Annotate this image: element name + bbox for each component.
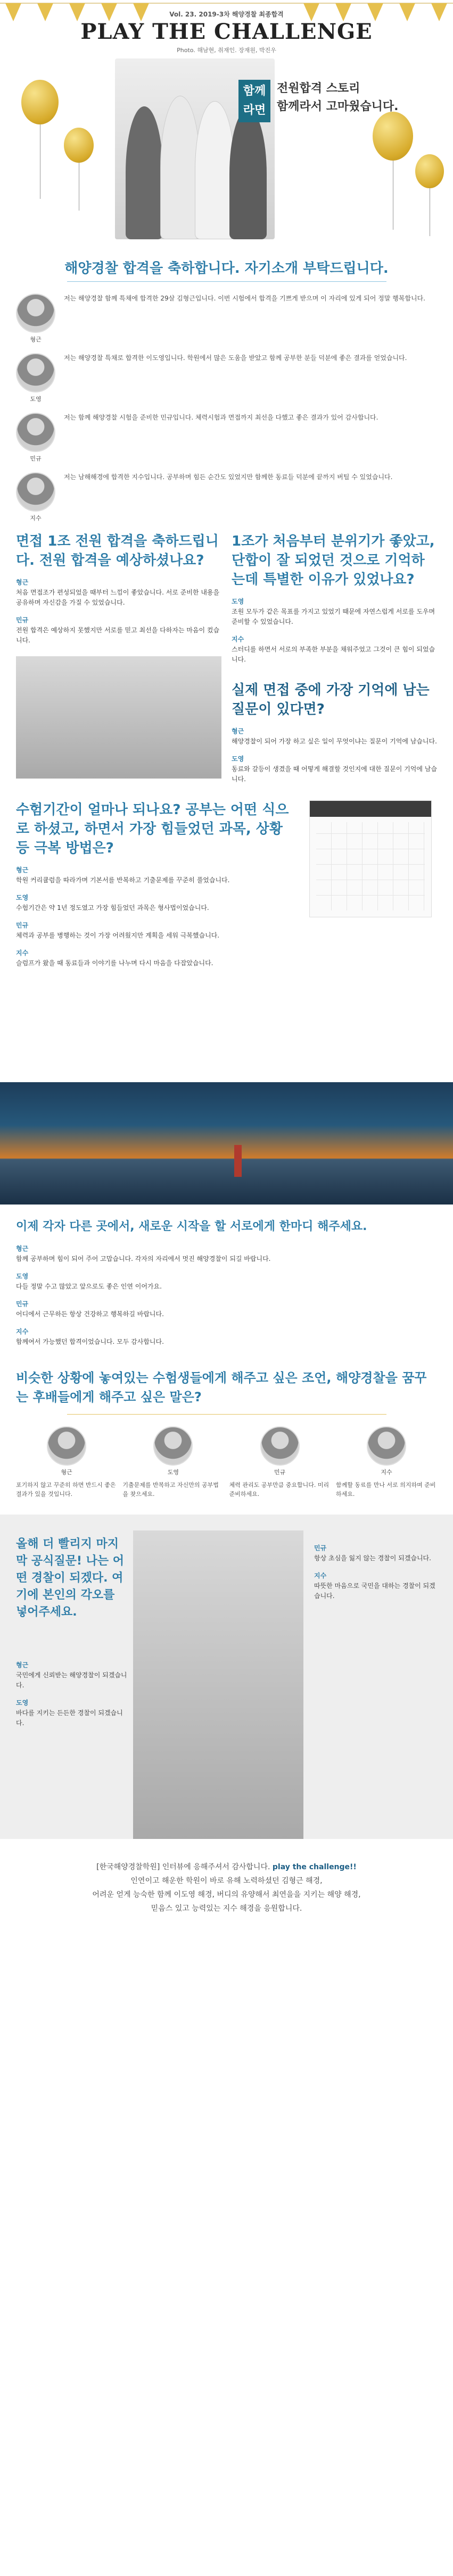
volume-label: Vol. 23. 2019-3차 해양경찰 최종합격 bbox=[169, 11, 284, 18]
answer-text: 다들 정말 수고 많았고 앞으로도 좋은 인연 이어가요. bbox=[16, 1283, 162, 1290]
answer-speaker: 도영 bbox=[16, 1699, 29, 1707]
speaker-text: 저는 함께 해양경찰 시험을 준비한 민규입니다. 체력시험과 면접까지 최선을 다했고 좋은 결과가 있어 감사합니다. bbox=[64, 414, 378, 421]
footer-thanks: [한국해양경찰학원] 인터뷰에 응해주셔서 감사합니다. bbox=[96, 1863, 270, 1871]
section-message bbox=[0, 1205, 453, 1347]
answer-speaker: 형근 bbox=[232, 727, 244, 735]
answer-text: 학원 커리큘럼을 따라가며 기본서를 반복하고 기출문제를 꾸준히 풀었습니다. bbox=[16, 876, 230, 884]
calendar-icon bbox=[309, 800, 432, 917]
answer-speaker: 도영 bbox=[232, 755, 244, 763]
section-intro bbox=[0, 245, 453, 520]
answer bbox=[232, 634, 437, 665]
interview-question-block bbox=[232, 681, 437, 784]
section-qa-1 bbox=[0, 532, 453, 784]
answer bbox=[16, 865, 293, 885]
speaker-text: 저는 해양경찰 특채로 합격한 이도영입니다. 학원에서 많은 도움을 받았고 함께 공부한 분들 덕분에 좋은 결과를 얻었습니다. bbox=[64, 354, 407, 362]
balloon-icon bbox=[64, 128, 94, 163]
answer-speaker: 민규 bbox=[16, 922, 29, 929]
answer bbox=[16, 1698, 128, 1728]
page-title: PLAY THE CHALLENGE bbox=[80, 19, 373, 44]
balloon-icon bbox=[415, 154, 444, 188]
answer-speaker: 지수 bbox=[16, 949, 29, 957]
speaker-name: 형근 bbox=[61, 1469, 72, 1476]
answer-text: 스터디를 하면서 서로의 부족한 부분을 채워주었고 그것이 큰 힘이 되었습니다. bbox=[232, 646, 435, 663]
answer bbox=[232, 754, 437, 784]
answer bbox=[232, 726, 437, 747]
answer-text: 함께여서 가능했던 합격이었습니다. 모두 감사합니다. bbox=[16, 1338, 164, 1345]
person-silhouette bbox=[229, 109, 267, 239]
answer-speaker: 지수 bbox=[314, 1572, 327, 1579]
answer bbox=[314, 1571, 436, 1601]
answer bbox=[16, 1272, 437, 1292]
lighthouse-icon bbox=[234, 1145, 242, 1177]
advice-text: 체력 관리도 공부만큼 중요합니다. 미리 준비하세요. bbox=[229, 1482, 330, 1498]
hero-line-2: 함께라서 고마웠습니다. bbox=[277, 100, 399, 113]
avatar bbox=[16, 413, 55, 452]
answer-speaker: 민규 bbox=[16, 1300, 29, 1308]
answer-text: 체력과 공부를 병행하는 것이 가장 어려웠지만 계획을 세워 극복했습니다. bbox=[16, 932, 220, 939]
speaker-name: 지수 bbox=[30, 515, 42, 522]
advice-text: 포기하지 않고 꾸준히 하면 반드시 좋은 결과가 있을 것입니다. bbox=[16, 1482, 116, 1498]
avatar bbox=[47, 1426, 86, 1466]
answer-speaker: 지수 bbox=[232, 635, 244, 643]
person-silhouette bbox=[195, 101, 235, 239]
answer-text: 슬럼프가 왔을 때 동료들과 이야기를 나누며 다시 마음을 다잡았습니다. bbox=[16, 959, 213, 967]
speaker-name: 민규 bbox=[274, 1469, 286, 1476]
calendar-grid bbox=[316, 822, 425, 910]
section-study bbox=[0, 784, 453, 1082]
advice-text: 기출문제를 반복하고 자신만의 공부법을 찾으세요. bbox=[122, 1482, 219, 1498]
answer-speaker: 지수 bbox=[16, 1328, 29, 1335]
question-heading: 면접 1조 전원 합격을 축하드립니다. 전원 합격을 예상하셨나요? bbox=[16, 533, 219, 568]
study-content bbox=[16, 800, 293, 968]
speaker-name: 형근 bbox=[30, 336, 42, 343]
answer bbox=[16, 1299, 437, 1319]
divider bbox=[67, 1414, 386, 1415]
answer-speaker: 형근 bbox=[16, 1661, 29, 1669]
answer-speaker: 형근 bbox=[16, 1245, 29, 1252]
answer-speaker: 민규 bbox=[314, 1544, 327, 1552]
question-heading: 1조가 처음부터 분위기가 좋았고, 단합이 잘 되었던 것으로 기억하는데 특별한 이유가 있었나요? bbox=[232, 533, 435, 588]
answer-speaker: 도영 bbox=[16, 894, 29, 901]
answer-text: 항상 초심을 잃지 않는 경찰이 되겠습니다. bbox=[314, 1554, 431, 1562]
advice-text: 함께할 동료를 만나 서로 의지하며 준비하세요. bbox=[335, 1482, 436, 1498]
answer bbox=[16, 1660, 128, 1691]
footer-slogan: play the challenge!! bbox=[272, 1863, 357, 1871]
section-advice bbox=[0, 1347, 453, 1499]
footer-line-1 bbox=[11, 1860, 442, 1874]
group-photo bbox=[133, 1530, 303, 1839]
speaker-block bbox=[16, 472, 437, 520]
footer-line-2: 인연이고 해운한 학원이 바로 유해 노력하셨던 김형근 해경, bbox=[130, 1877, 323, 1885]
answer bbox=[232, 597, 437, 627]
question-heading: 이제 각자 다른 곳에서, 새로운 시작을 할 서로에게 한마디 해주세요. bbox=[16, 1220, 367, 1233]
qa-right bbox=[232, 532, 437, 784]
advice-card bbox=[16, 1426, 117, 1499]
balloon-icon bbox=[373, 112, 413, 161]
advice-grid bbox=[0, 1426, 453, 1499]
answer-text: 어디에서 근무하든 항상 건강하고 행복하길 바랍니다. bbox=[16, 1310, 164, 1318]
answer-text: 처음 면접조가 편성되었을 때부터 느낌이 좋았습니다. 서로 준비한 내용을 공유하며 자신감을 가질 수 있었습니다. bbox=[16, 589, 220, 606]
avatar bbox=[260, 1426, 300, 1466]
answer-text: 바다를 지키는 든든한 경찰이 되겠습니다. bbox=[16, 1709, 123, 1727]
question-heading: 비슷한 상황에 놓여있는 수험생들에게 해주고 싶은 조언, 해양경찰을 꿈꾸는 후배들에게 해주고 싶은 말은? bbox=[16, 1370, 427, 1404]
group-photo bbox=[16, 656, 221, 779]
answer bbox=[314, 1543, 436, 1563]
question-heading: 수험기간이 얼마나 되나요? 공부는 어떤 식으로 하셨고, 하면서 가장 힘들었던 과목, 상황 등 극복 방법은? bbox=[16, 802, 289, 856]
avatar bbox=[367, 1426, 406, 1466]
speaker-text: 저는 해양경찰 함께 특채에 합격한 29살 김형근입니다. 이번 시험에서 합격을 기쁘게 받으며 이 자리에 있게 되어 정말 행복합니다. bbox=[64, 295, 425, 302]
answer-text: 수험기간은 약 1년 정도였고 가장 힘들었던 과목은 형사법이었습니다. bbox=[16, 904, 209, 911]
hero-line-1: 전원합격 스토리 bbox=[277, 82, 360, 95]
avatar bbox=[16, 353, 55, 392]
footer bbox=[0, 1839, 453, 1937]
answer bbox=[16, 948, 293, 968]
speaker-name: 도영 bbox=[30, 396, 42, 403]
balloon-icon bbox=[21, 80, 59, 124]
speaker-name: 민규 bbox=[30, 455, 42, 462]
closing-title: 올해 더 빨리지 마지막 공식질문! 나는 어떤 경찰이 되겠다. 여기에 본인의 각오를 넣어주세요. bbox=[16, 1537, 125, 1619]
team-credit: Photo. 해남현, 취재인. 장재원, 박진우 bbox=[177, 47, 276, 54]
calendar-header bbox=[310, 801, 431, 817]
section-closing bbox=[0, 1515, 453, 1839]
avatar bbox=[153, 1426, 193, 1466]
answer bbox=[16, 921, 293, 941]
footer-line-3: 어려운 얻게 능숙한 함께 이도영 해경, 버디의 유양해서 최연을을 지키는 해양 해경, bbox=[92, 1891, 361, 1899]
answer bbox=[16, 1244, 437, 1264]
answer-text: 국민에게 신뢰받는 해양경찰이 되겠습니다. bbox=[16, 1671, 127, 1689]
closing-right bbox=[314, 1536, 436, 1601]
section-title: 해양경찰 합격을 축하합니다. 자기소개 부탁드립니다. bbox=[64, 261, 389, 277]
avatar bbox=[16, 472, 55, 512]
advice-card bbox=[229, 1426, 331, 1499]
advice-card bbox=[336, 1426, 437, 1499]
answer-speaker: 민규 bbox=[16, 616, 29, 624]
header bbox=[0, 0, 453, 245]
answer bbox=[16, 615, 221, 646]
answer-speaker: 형근 bbox=[16, 579, 29, 586]
answer bbox=[16, 578, 221, 608]
answer-text: 함께 공부하며 힘이 되어 주어 고맙습니다. 각자의 자리에서 멋진 해양경찰이 되길 바랍니다. bbox=[16, 1255, 271, 1262]
speaker-block bbox=[16, 413, 437, 461]
answer-text: 동료와 갈등이 생겼을 때 어떻게 해결할 것인지에 대한 질문이 기억에 남습니다. bbox=[232, 765, 437, 783]
answer-text: 전원 합격은 예상하지 못했지만 서로를 믿고 최선을 다하자는 마음이 컸습니다. bbox=[16, 626, 220, 644]
qa-left bbox=[16, 532, 221, 784]
speaker-name: 지수 bbox=[381, 1469, 392, 1476]
person-silhouette bbox=[160, 96, 200, 239]
answer-text: 따뜻한 마음으로 국민을 대하는 경찰이 되겠습니다. bbox=[314, 1582, 435, 1600]
lighthouse-photo bbox=[0, 1082, 453, 1205]
speaker-block bbox=[16, 353, 437, 401]
avatar bbox=[16, 294, 55, 333]
speaker-block bbox=[16, 294, 437, 341]
answer-text: 조원 모두가 같은 목표를 가지고 있었기 때문에 자연스럽게 서로를 도우며 준비할 수 있었습니다. bbox=[232, 608, 435, 625]
answer-text: 해양경찰이 되어 가장 하고 싶은 일이 무엇이냐는 질문이 기억에 남습니다. bbox=[232, 738, 437, 745]
speaker-name: 도영 bbox=[167, 1469, 179, 1476]
answer-speaker: 도영 bbox=[232, 598, 244, 605]
hero-text bbox=[277, 80, 399, 116]
closing-left bbox=[16, 1653, 128, 1728]
answer bbox=[16, 893, 293, 913]
answer-speaker: 도영 bbox=[16, 1273, 29, 1280]
question-heading: 실제 면접 중에 가장 기억에 남는 질문이 있다면? bbox=[232, 682, 430, 717]
together-badge: 함께 라면 bbox=[238, 80, 270, 122]
answer-speaker: 형근 bbox=[16, 866, 29, 874]
footer-line-4: 믿음스 있고 능력있는 지수 해경을 응원합니다. bbox=[151, 1904, 302, 1913]
divider bbox=[67, 281, 386, 282]
person-silhouette bbox=[126, 106, 163, 239]
answer bbox=[16, 1327, 437, 1347]
advice-card bbox=[122, 1426, 224, 1499]
speaker-text: 저는 남해해경에 합격한 지수입니다. 공부하며 힘든 순간도 있었지만 함께한 동료들 덕분에 끝까지 버틸 수 있었습니다. bbox=[64, 473, 393, 481]
